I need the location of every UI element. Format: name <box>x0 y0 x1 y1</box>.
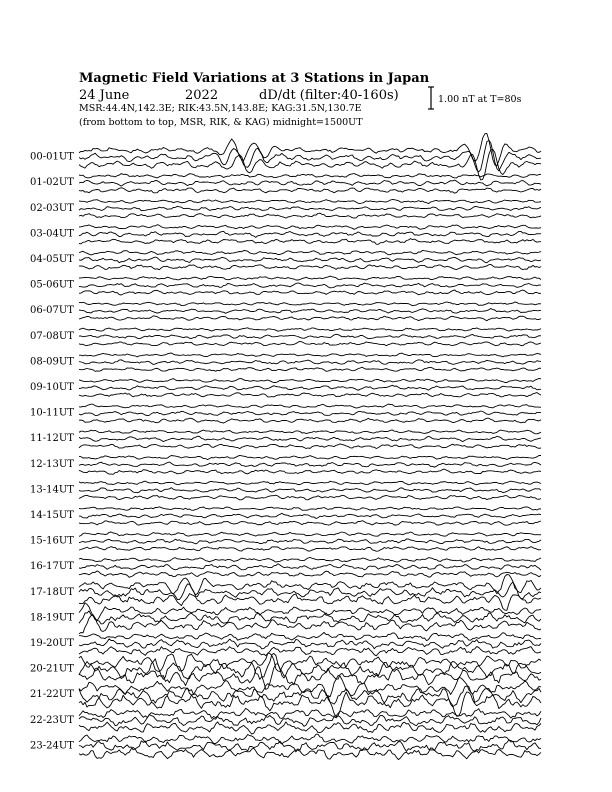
hour-label: 08-09UT <box>30 356 74 368</box>
hour-label: 07-08UT <box>30 330 74 342</box>
trace-msr-hour-19 <box>79 647 541 656</box>
trace-msr-hour-2 <box>79 213 541 218</box>
hour-label: 04-05UT <box>30 254 74 265</box>
scale-bar <box>428 87 434 109</box>
hour-label: 22-23UT <box>30 714 74 726</box>
trace-msr-hour-16 <box>79 571 541 577</box>
hour-label: 11-12UT <box>30 433 74 445</box>
trace-rik-hour-8 <box>79 360 541 365</box>
trace-rik-hour-1 <box>79 180 541 186</box>
hour-label: 13-14UT <box>30 484 74 496</box>
hour-label: 19-20UT <box>30 638 74 649</box>
trace-rik-hour-5 <box>79 283 541 288</box>
trace-rik-hour-23 <box>79 740 541 752</box>
trace-rik-hour-13 <box>79 488 541 493</box>
trace-kag-hour-10 <box>79 404 541 408</box>
hour-label: 16-17UT <box>30 561 74 573</box>
trace-rik-hour-7 <box>79 334 541 338</box>
trace-rik-hour-16 <box>79 564 541 570</box>
trace-msr-hour-5 <box>79 290 541 295</box>
hour-label: 10-11UT <box>30 407 74 419</box>
trace-msr-hour-6 <box>79 316 541 321</box>
trace-kag-hour-9 <box>79 378 541 382</box>
trace-rik-hour-6 <box>79 309 541 314</box>
trace-rik-hour-15 <box>79 539 541 544</box>
trace-msr-hour-11 <box>79 444 541 449</box>
trace-msr-hour-12 <box>79 469 541 474</box>
hour-label: 12-13UT <box>30 458 74 470</box>
hour-label: 20-21UT <box>30 663 74 675</box>
trace-kag-hour-12 <box>79 455 541 459</box>
trace-rik-hour-20 <box>79 653 541 679</box>
trace-kag-hour-15 <box>79 532 541 536</box>
hour-label: 14-15UT <box>30 510 74 521</box>
trace-rik-hour-2 <box>79 206 541 210</box>
trace-kag-hour-23 <box>79 734 541 744</box>
hour-label: 00-01UT <box>30 151 74 163</box>
hour-label: 21-22UT <box>30 689 74 701</box>
trace-kag-hour-13 <box>79 481 541 485</box>
hour-label: 09-10UT <box>30 382 74 393</box>
trace-kag-hour-0 <box>79 133 541 165</box>
date-year: 2022 <box>185 88 219 103</box>
hour-label: 01-02UT <box>30 177 74 189</box>
trace-rik-hour-12 <box>79 462 541 467</box>
hour-label-group <box>30 152 74 752</box>
trace-kag-hour-8 <box>79 353 541 357</box>
trace-msr-hour-4 <box>79 264 541 269</box>
trace-msr-hour-9 <box>79 393 541 397</box>
trace-rik-hour-14 <box>79 513 541 518</box>
trace-rik-hour-4 <box>79 257 541 263</box>
trace-kag-hour-7 <box>79 328 541 331</box>
trace-kag-hour-18 <box>79 603 541 621</box>
scale-bar-label: 1.00 nT at T=80s <box>438 94 522 105</box>
hour-label: 18-19UT <box>30 612 74 624</box>
station-order-note: (from bottom to top, MSR, RIK, & KAG) midnight=1500UT <box>79 117 363 128</box>
trace-msr-hour-20 <box>79 664 541 690</box>
hour-label: 03-04UT <box>30 228 74 240</box>
trace-msr-hour-18 <box>79 615 541 634</box>
trace-group <box>79 133 541 759</box>
hour-label: 23-24UT <box>30 740 74 752</box>
trace-msr-hour-14 <box>79 521 541 526</box>
chart-title: Magnetic Field Variations at 3 Stations in Japan <box>79 71 430 86</box>
trace-msr-hour-15 <box>79 547 541 552</box>
trace-rik-hour-9 <box>79 385 541 390</box>
date-day: 24 June <box>79 88 130 103</box>
hour-label: 06-07UT <box>30 305 74 317</box>
trace-kag-hour-1 <box>79 174 541 178</box>
trace-rik-hour-10 <box>79 411 541 416</box>
trace-kag-hour-4 <box>79 250 541 255</box>
trace-rik-hour-19 <box>79 639 541 649</box>
trace-msr-hour-8 <box>79 367 541 371</box>
station-coordinates: MSR:44.4N,142.3E; RIK:43.5N,143.8E; KAG:31.5N,130.7E <box>79 103 362 114</box>
quantity-label: dD/dt (filter:40-160s) <box>259 88 399 103</box>
trace-kag-hour-6 <box>79 302 541 306</box>
trace-msr-hour-22 <box>79 722 541 734</box>
trace-rik-hour-11 <box>79 436 541 441</box>
trace-msr-hour-1 <box>79 188 541 193</box>
trace-kag-hour-5 <box>79 276 541 280</box>
trace-msr-hour-17 <box>79 594 541 611</box>
trace-kag-hour-20 <box>79 653 541 672</box>
trace-kag-hour-21 <box>79 676 541 697</box>
trace-kag-hour-3 <box>79 225 541 230</box>
trace-kag-hour-11 <box>79 430 541 434</box>
trace-msr-hour-7 <box>79 341 541 345</box>
hour-label: 02-03UT <box>30 202 74 214</box>
trace-msr-hour-13 <box>79 495 541 500</box>
hour-label: 05-06UT <box>30 279 74 291</box>
hour-label: 17-18UT <box>30 586 74 598</box>
hour-label: 15-16UT <box>30 535 74 547</box>
trace-msr-hour-10 <box>79 418 541 423</box>
trace-rik-hour-3 <box>79 231 541 237</box>
trace-kag-hour-16 <box>79 558 541 563</box>
trace-kag-hour-19 <box>79 632 541 640</box>
trace-kag-hour-14 <box>79 507 541 511</box>
trace-kag-hour-2 <box>79 200 541 204</box>
trace-msr-hour-3 <box>79 239 541 245</box>
